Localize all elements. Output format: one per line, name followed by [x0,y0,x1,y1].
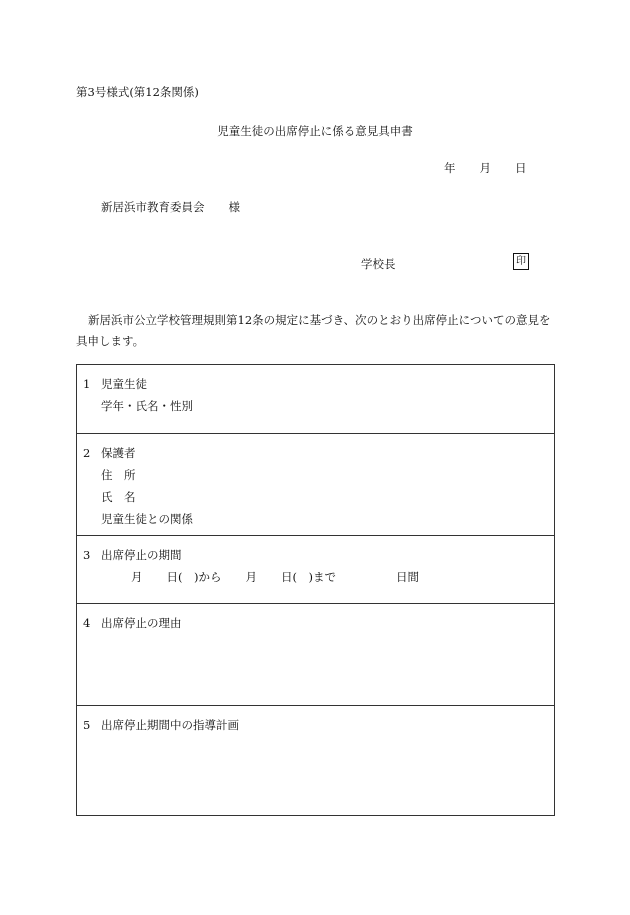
section-number: 5 [83,718,91,732]
period-to-month: 月 [245,570,257,584]
body-text: 新居浜市公立学校管理規則第12条の規定に基づき、次のとおり出席停止についての意見を具申します。 [76,313,551,348]
form-table [76,364,555,816]
period-days: 日間 [395,570,419,584]
section-title: 出席停止の期間 [101,548,182,562]
section-title: 出席停止の理由 [101,616,182,630]
period-from-month: 月 [131,570,143,584]
section-period [77,535,554,603]
period-from-day: 日( )から [166,570,222,584]
seal-mark: 印 [513,253,529,270]
document-title: 児童生徒の出席停止に係る意見具申書 [217,124,413,138]
signer-role: 学校長 [361,257,396,271]
section-reason [77,603,554,705]
date-month: 月 [479,161,491,175]
addressee-honorific: 様 [228,200,240,214]
field-label-relationship: 児童生徒との関係 [101,512,193,526]
section-guardian [77,433,554,535]
date-year: 年 [444,161,456,175]
addressee [101,199,240,215]
addressee-name: 新居浜市教育委員会 [101,200,205,214]
period-line [83,570,554,592]
section-guidance-plan [77,705,554,815]
section-student [77,365,554,433]
period-to-day: 日( )まで [280,570,336,584]
section-title: 出席停止期間中の指導計画 [101,718,239,732]
form-number: 第3号様式(第12条関係) [76,85,199,99]
field-label-name: 氏 名 [101,490,136,504]
section-number: 1 [83,377,91,391]
section-number: 2 [83,446,91,460]
section-number: 3 [83,548,91,562]
section-title: 児童生徒 [101,377,147,391]
section-title: 保護者 [101,446,136,460]
field-label-grade-name-sex: 学年・氏名・性別 [101,399,193,413]
date-line [444,160,527,176]
field-label-address: 住 所 [101,468,136,482]
date-day: 日 [515,161,527,175]
section-number: 4 [83,616,91,630]
